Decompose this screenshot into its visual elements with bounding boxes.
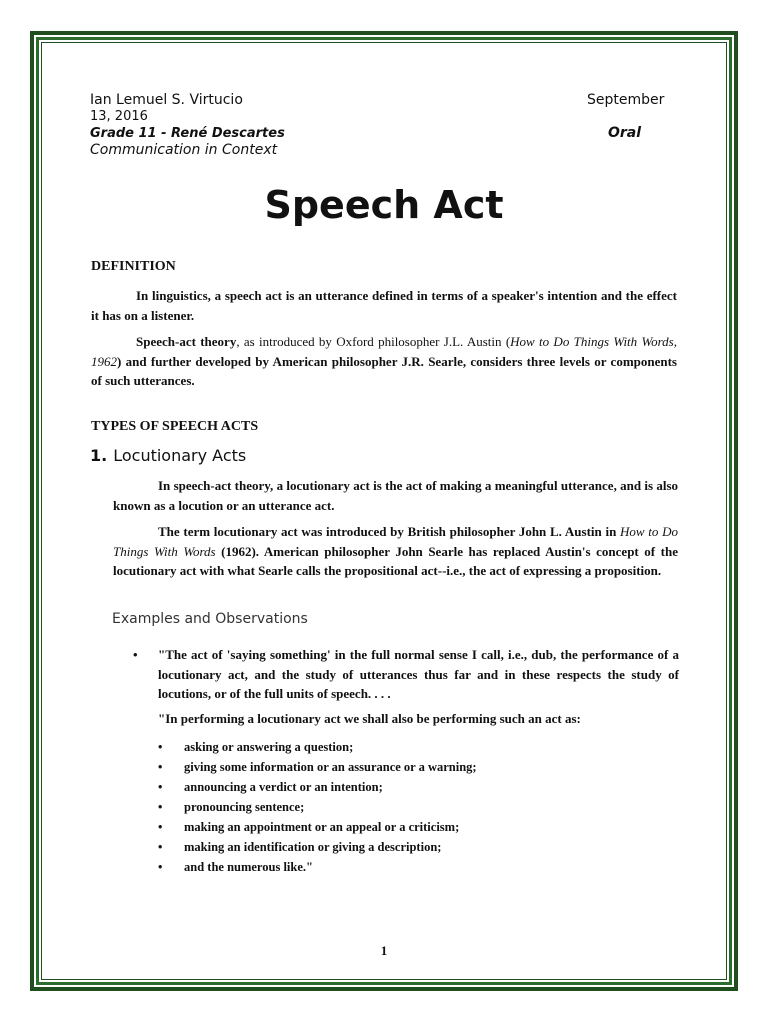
list-item bbox=[158, 757, 678, 777]
date-line-2: 13, 2016 bbox=[90, 109, 148, 124]
examples-heading: Examples and Observations bbox=[112, 611, 308, 627]
text-segment: is the act of making a meaningful utterance, and is also known as a locution or an utterance act. bbox=[113, 478, 679, 513]
list-item bbox=[158, 837, 678, 857]
quote-1 bbox=[133, 645, 679, 704]
item-number: 1. bbox=[90, 446, 108, 465]
author-name: Ian Lemuel S. Virtucio bbox=[90, 92, 243, 108]
list-item-text: pronouncing sentence; bbox=[184, 800, 305, 814]
bullet-icon: • bbox=[158, 760, 163, 774]
text-segment: ) and further developed by American philosopher J.R. Searle, considers three levels or components of such utterances. bbox=[91, 353, 677, 388]
definition-heading: DEFINITION bbox=[91, 259, 176, 274]
subject-line: Communication in Context bbox=[90, 142, 278, 158]
list-item-text: making an appointment or an appeal or a criticism; bbox=[184, 820, 460, 834]
grade-section: Grade 11 - René Descartes bbox=[90, 126, 285, 141]
definition-paragraph-2 bbox=[91, 332, 677, 391]
book-title: How to Do Things With Words bbox=[113, 524, 679, 559]
quote-2: "In performing a locutionary act we shall also be performing such an act as: bbox=[158, 711, 581, 726]
bullet-icon: • bbox=[158, 820, 163, 834]
text-segment: In speech-act theory, a bbox=[158, 478, 287, 493]
bullet-icon: • bbox=[158, 800, 163, 814]
term-speech-act-theory: Speech-act theory bbox=[136, 334, 237, 349]
date-line-1: September bbox=[587, 92, 665, 108]
bullet-icon: • bbox=[133, 647, 138, 662]
term-locutionary-act: locutionary act bbox=[213, 524, 298, 539]
list-item-text: making an identification or giving a description; bbox=[184, 840, 442, 854]
types-heading: TYPES OF SPEECH ACTS bbox=[91, 419, 259, 434]
list-item bbox=[158, 857, 678, 877]
locutionary-paragraph-2 bbox=[113, 522, 678, 581]
subject-oral: Oral bbox=[608, 125, 642, 141]
bullet-icon: • bbox=[158, 860, 163, 874]
page-number: 1 bbox=[380, 943, 388, 958]
bullet-icon: • bbox=[158, 740, 163, 754]
bullet-icon: • bbox=[158, 840, 163, 854]
list-item bbox=[158, 737, 678, 757]
list-item-text: announcing a verdict or an intention; bbox=[184, 780, 383, 794]
locutionary-paragraph-1 bbox=[113, 476, 678, 515]
document-title: Speech Act bbox=[264, 183, 504, 227]
bullet-icon: • bbox=[158, 780, 163, 794]
list-item bbox=[158, 777, 678, 797]
locutionary-acts-heading bbox=[90, 446, 246, 465]
list-item-text: and the numerous like." bbox=[184, 860, 313, 874]
list-item-text: asking or answering a question; bbox=[184, 740, 354, 754]
list-item bbox=[158, 797, 678, 817]
list-item-text: giving some information or an assurance or a warning; bbox=[184, 760, 477, 774]
quote-text: "The act of 'saying something' in the full normal sense I call, i.e., dub, the performance of a locutionary act, and the study of utterances thus far and in these respects the study of locutions, or of the full units of speech. . . . bbox=[158, 647, 679, 701]
function-list bbox=[158, 737, 678, 877]
function-list-container bbox=[158, 737, 678, 877]
text-segment: The term bbox=[158, 524, 214, 539]
term-locutionary-act: locutionary act bbox=[286, 478, 370, 493]
book-title: How to Do Things With Words, 1962 bbox=[91, 334, 677, 369]
text-segment: was introduced by British philosopher John L. Austin in bbox=[297, 524, 621, 539]
definition-paragraph-1: In linguistics, a speech act is an utterance defined in terms of a speaker's intention and the effect it has on a listener. bbox=[91, 288, 677, 323]
quote-block bbox=[133, 645, 679, 704]
text-segment: (1962). American philosopher John Searle has replaced Austin's concept of the locutionary act with what Searle calls the propositional act--i.e., the act of expressing a proposition. bbox=[113, 543, 678, 578]
item-title: Locutionary Acts bbox=[113, 446, 247, 465]
list-item bbox=[158, 817, 678, 837]
text-segment: , as introduced by Oxford philosopher J.L. Austin ( bbox=[236, 334, 511, 349]
